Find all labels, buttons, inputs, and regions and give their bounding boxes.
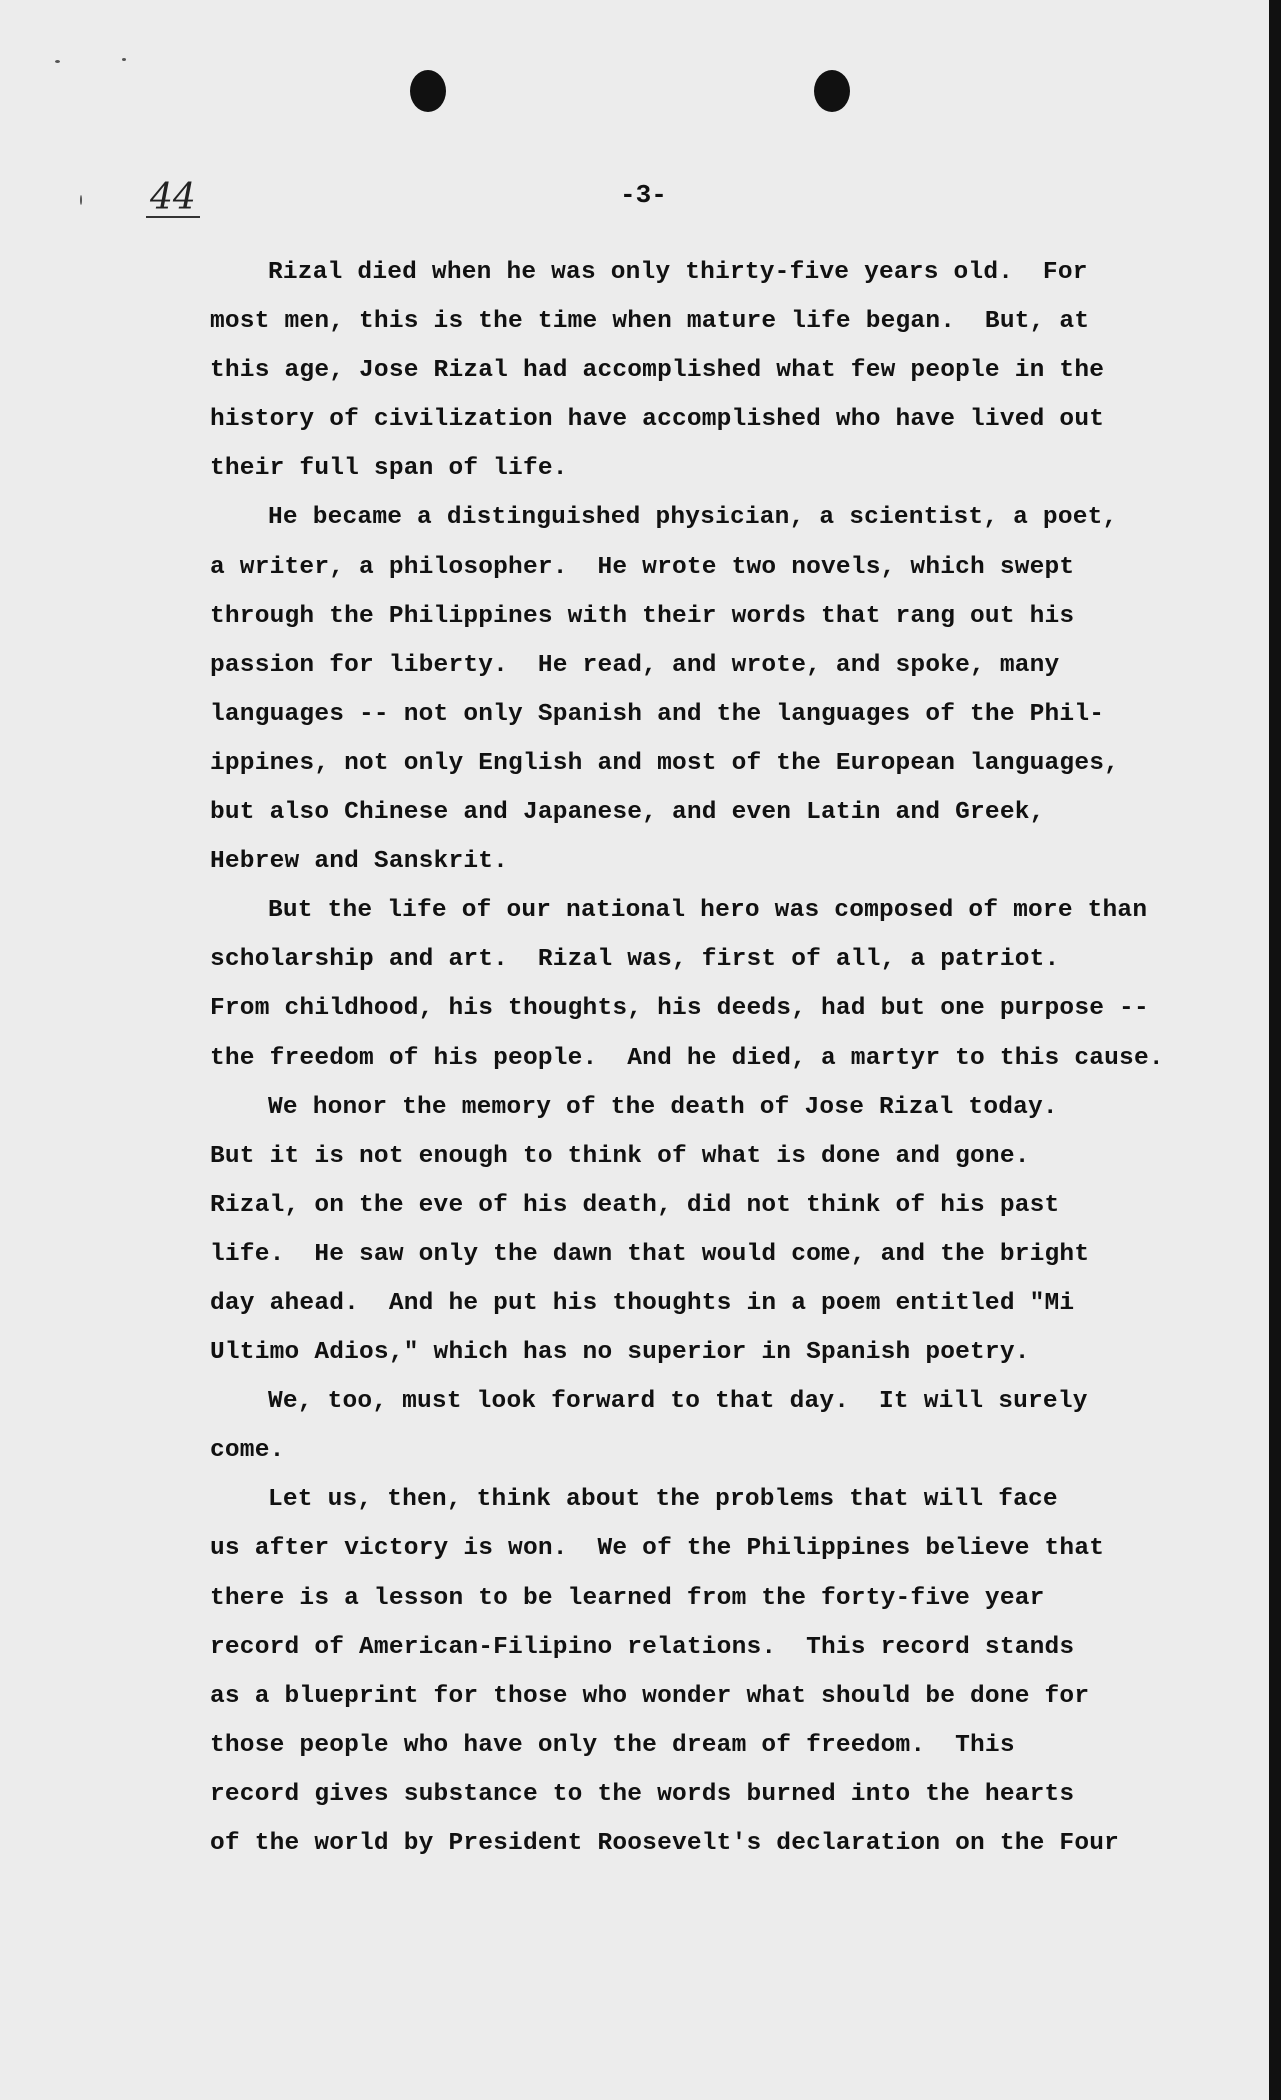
paragraph — [210, 886, 1170, 1082]
text-line: most men, this is the time when mature life began. But, at — [210, 308, 1090, 336]
text-line: ippines, not only English and most of the European languages, — [210, 749, 1120, 777]
text-line: passion for liberty. He read, and wrote, and spoke, many — [210, 651, 1060, 679]
text-line: We honor the memory of the death of Jose Rizal today. — [268, 1093, 1058, 1121]
paragraph — [210, 493, 1170, 886]
text-line: but also Chinese and Japanese, and even Latin and Greek, — [210, 799, 1045, 827]
paragraph — [210, 1083, 1170, 1378]
text-line: But the life of our national hero was composed of more than — [268, 897, 1148, 925]
text-line: day ahead. And he put his thoughts in a poem entitled "Mi — [210, 1289, 1075, 1317]
text-line: Ultimo Adios," which has no superior in Spanish poetry. — [210, 1339, 1030, 1367]
text-line: Rizal died when he was only thirty-five years old. For — [268, 259, 1088, 286]
speck — [80, 195, 82, 205]
text-line: scholarship and art. Rizal was, first of all, a patriot. — [210, 946, 1060, 974]
text-line: through the Philippines with their words that rang out his — [210, 602, 1075, 630]
text-line: Rizal, on the eve of his death, did not think of his past — [210, 1191, 1060, 1219]
paragraph — [210, 1475, 1170, 1868]
text-line: us after victory is won. We of the Philippines believe that — [210, 1535, 1105, 1563]
handwritten-folio-number: 44 — [146, 180, 200, 218]
text-line: Let us, then, think about the problems that will face — [268, 1486, 1058, 1514]
text-line: life. He saw only the dawn that would come, and the bright — [210, 1240, 1090, 1268]
paragraph — [210, 248, 1170, 493]
text-line: Hebrew and Sanskrit. — [210, 848, 509, 876]
text-line: as a blueprint for those who wonder what should be done for — [210, 1682, 1090, 1710]
text-line: of the world by President Roosevelt's declaration on the Four — [210, 1830, 1120, 1857]
text-line: He became a distinguished physician, a scientist, a poet, — [268, 504, 1118, 532]
scan-edge — [1269, 0, 1281, 2100]
text-line: record gives substance to the words burned into the hearts — [210, 1780, 1075, 1808]
text-line: the freedom of his people. And he died, a martyr to this cause. — [210, 1044, 1164, 1072]
text-line: a writer, a philosopher. He wrote two novels, which swept — [210, 553, 1075, 581]
punch-hole-left — [410, 70, 446, 112]
text-line: those people who have only the dream of freedom. This — [210, 1731, 1015, 1759]
body-text — [210, 248, 1170, 1868]
text-line: languages -- not only Spanish and the languages of the Phil- — [210, 700, 1105, 728]
text-line: We, too, must look forward to that day. It will surely — [268, 1388, 1088, 1416]
speck — [122, 58, 126, 61]
text-line: their full span of life. — [210, 455, 568, 483]
text-line: there is a lesson to be learned from the forty-five year — [210, 1584, 1045, 1612]
speck — [55, 60, 60, 63]
text-line: history of civilization have accomplished who have lived out — [210, 406, 1105, 434]
text-line: come. — [210, 1437, 285, 1465]
punch-hole-right — [814, 70, 850, 112]
text-line: From childhood, his thoughts, his deeds, had but one purpose -- — [210, 995, 1149, 1023]
page-number: -3- — [620, 180, 667, 210]
text-line: record of American-Filipino relations. This record stands — [210, 1633, 1075, 1661]
text-line: But it is not enough to think of what is done and gone. — [210, 1142, 1030, 1170]
paragraph — [210, 1377, 1170, 1475]
text-line: this age, Jose Rizal had accomplished what few people in the — [210, 357, 1105, 385]
